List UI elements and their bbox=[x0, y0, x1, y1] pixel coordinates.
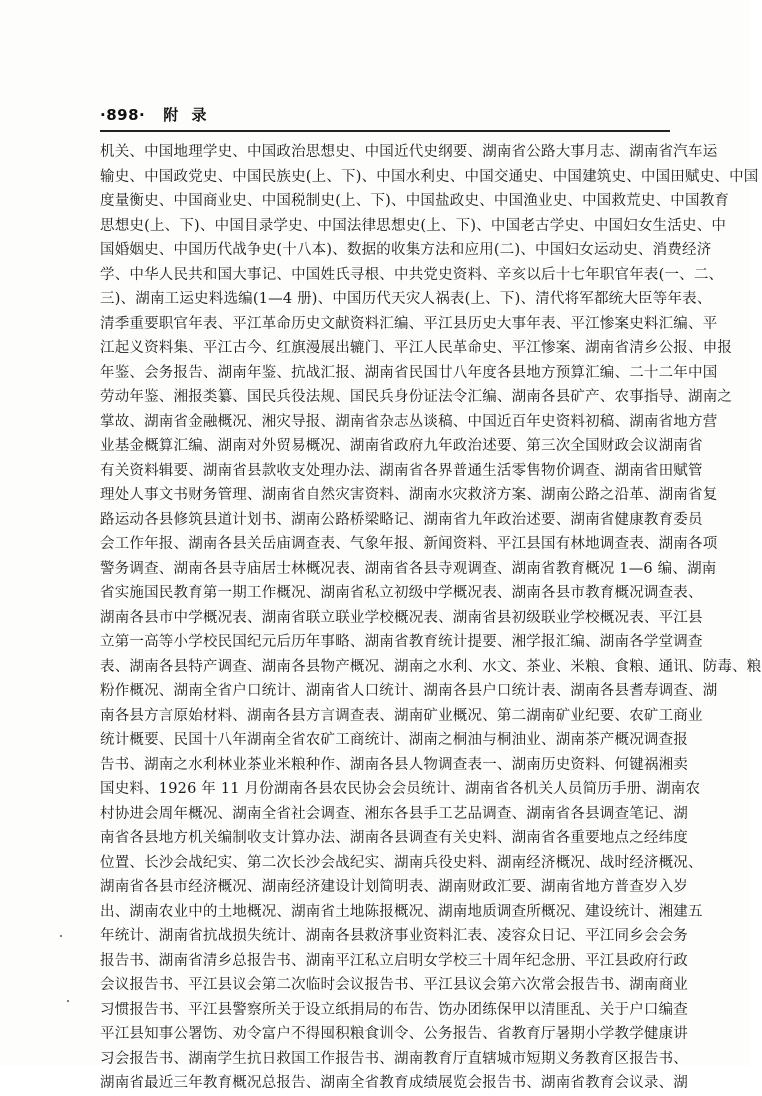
text-line: 位置、长沙会战纪实、第二次长沙会战纪实、湖南兵役史料、湖南经济概况、战时经济概况、 bbox=[100, 854, 703, 871]
text-line: 湖南省各县市经济概况、湖南经济建设计划简明表、湖南财政汇要、湖南省地方普查岁入岁 bbox=[100, 879, 688, 895]
text-line: 南省各县地方机关编制收支计算办法、湖南各县调查有关史料、湖南省各重要地点之经纬度 bbox=[100, 830, 688, 846]
text-line: 报告书、湖南省清乡总报告书、湖南平江私立启明女学校三十周年纪念册、平江县政府行政 bbox=[100, 952, 688, 969]
text-line: 清季重要职官年表、平江革命历史文献资料汇编、平江县历史大事年表、平江惨案史料汇编、平 bbox=[100, 315, 718, 332]
text-line: 习惯报告书、平江县警察所关于设立纸捐局的布告、饬办团练保甲以清匪乱、关于户口编查 bbox=[100, 1001, 688, 1018]
text-line: 江起义资料集、平江古今、红旗漫展出辘门、平江人民革命史、平江惨案、湖南省清乡公报、申报 bbox=[100, 340, 733, 356]
text-line: 会议报告书、平江县议会第二次临时会议报告书、平江县议会第六次常会报告书、湖南商业 bbox=[100, 977, 688, 993]
text-line: 机关、中国地理学史、中国政治思想史、中国近代史纲要、湖南省公路大事月志、湖南省汽车运 bbox=[100, 144, 718, 160]
text-line: 立第一高等小学校民国纪元后历年事略、湖南省教育统计提要、湘学报汇编、湖南各学堂调查 bbox=[100, 634, 703, 650]
text-line: 出、湖南农业中的土地概况、湖南省土地陈报概况、湖南地质调查所概况、建设统计、湘建五 bbox=[100, 903, 703, 920]
text-line: 平江县知事公署饬、劝令富户不得囤积粮食训令、公务报告、省教育厅暑期小学教学健康讲 bbox=[100, 1026, 688, 1042]
text-line: 年统计、湖南省抗战损失统计、湖南各县救济事业资料汇表、凌容众日记、平江同乡会会务 bbox=[100, 928, 688, 944]
text-line: 警务调查、湖南各县寺庙居士林概况表、湖南省各县寺观调查、湖南省教育概况 1—6 编、湖南 bbox=[100, 560, 717, 577]
text-line: 南各县方言原始材料、湖南各县方言调查表、湖南矿业概况、第二湖南矿业纪要、农矿工商业 bbox=[100, 707, 703, 724]
scan-speck bbox=[67, 1000, 69, 1002]
text-line: 度量衡史、中国商业史、中国税制史(上、下)、中国盐政史、中国渔业史、中国救荒史、中国教育 bbox=[100, 193, 730, 209]
text-line: 村协进会周年概况、湖南全省社会调查、湘东各县手工艺品调查、湖南省各县调查笔记、湖 bbox=[100, 805, 688, 822]
text-line: 表、湖南各县特产调查、湖南各县物产概况、湖南之水利、水文、茶业、米粮、食粮、通讯、防毒、粮 bbox=[100, 658, 762, 675]
text-line: 思想史(上、下)、中国目录学史、中国法律思想史(上、下)、中国老古学史、中国妇女生活史、中 bbox=[100, 217, 727, 234]
text-line: 国史料、1926 年 11 月份湖南各县农民协会会员统计、湖南省各机关人员简历手册、湖南农 bbox=[100, 781, 701, 797]
text-line: 湖南省最近三年教育概况总报告、湖南全省教育成绩展览会报告书、湖南省教育会议录、湖 bbox=[100, 1075, 688, 1091]
text-line: 会工作年报、湖南各县关岳庙调查表、气象年报、新闻资料、平江县国有林地调查表、湖南各项 bbox=[100, 536, 718, 552]
page-number: ·898· bbox=[100, 106, 146, 124]
text-line: 省实施国民教育第一期工作概况、湖南省私立初级中学概况表、湖南各县市教育概况调查表、 bbox=[100, 585, 703, 601]
page-header bbox=[100, 104, 210, 128]
text-line: 三)、湖南工运史料选编(1—4 册)、中国历代天灾人祸表(上、下)、清代将军都统大臣等年表、 bbox=[100, 291, 712, 307]
text-line: 湖南各县市中学概况表、湖南省联立联业学校概况表、湖南省县初级联业学校概况表、平江县 bbox=[100, 609, 703, 626]
text-line: 年鉴、会务报告、湖南年鉴、抗战汇报、湖南省民国廿八年度各县地方预算汇编、二十二年中国 bbox=[100, 364, 718, 381]
text-line: 劳动年鉴、湘报类纂、国民兵役法规、国民兵身份证法令汇编、湖南各县矿产、农事指导、湖南之 bbox=[100, 389, 733, 405]
section-title: 附 录 bbox=[163, 106, 211, 124]
text-line: 习会报告书、湖南学生抗日救国工作报告书、湖南教育厅直辖城市短期义务教育区报告书、 bbox=[100, 1050, 688, 1067]
text-line: 掌故、湖南省金融概况、湘灾导报、湖南省杂志丛谈稿、中国近百年史资料初稿、湖南省地方营 bbox=[100, 413, 718, 430]
header-rule bbox=[100, 130, 670, 132]
text-line: 输史、中国政党史、中国民族史(上、下)、中国水利史、中国交通史、中国建筑史、中国田赋史、中国 bbox=[100, 168, 759, 185]
text-line: 业基金概算汇编、湖南对外贸易概况、湖南省政府九年政治述要、第三次全国财政会议湖南省 bbox=[100, 438, 703, 454]
scan-speck bbox=[60, 935, 62, 937]
text-line: 国婚姻史、中国历代战争史(十八本)、数据的收集方法和应用(二)、中国妇女运动史、消费经济 bbox=[100, 242, 712, 258]
text-line: 路运动各县修筑县道计划书、湖南公路桥梁略记、湖南省九年政治述要、湖南省健康教育委员 bbox=[100, 511, 703, 528]
text-line: 告书、湖南之水利林业茶业米粮种作、湖南各县人物调查表一、湖南历史资料、何键祸湘卖 bbox=[100, 756, 688, 773]
text-line: 统计概要、民国十八年湖南全省农矿工商统计、湖南之桐油与桐油业、湖南茶产概况调查报 bbox=[100, 732, 688, 748]
text-line: 粉作概况、湖南全省户口统计、湖南省人口统计、湖南各县户口统计表、湖南各县耆寿调查、湖 bbox=[100, 683, 718, 699]
text-line: 学、中华人民共和国大事记、中国姓氏寻根、中共党史资料、辛亥以后十七年职官年表(一、二、 bbox=[100, 266, 724, 283]
body-text bbox=[100, 140, 762, 1096]
text-line: 有关资料辑要、湖南省县款收支处理办法、湖南省各界普通生活零售物价调查、湖南省田赋管 bbox=[100, 462, 703, 479]
text-line: 理处人事文书财务管理、湖南省自然灾害资料、湖南水灾救济方案、湖南公路之沿革、湖南省复 bbox=[100, 487, 718, 503]
